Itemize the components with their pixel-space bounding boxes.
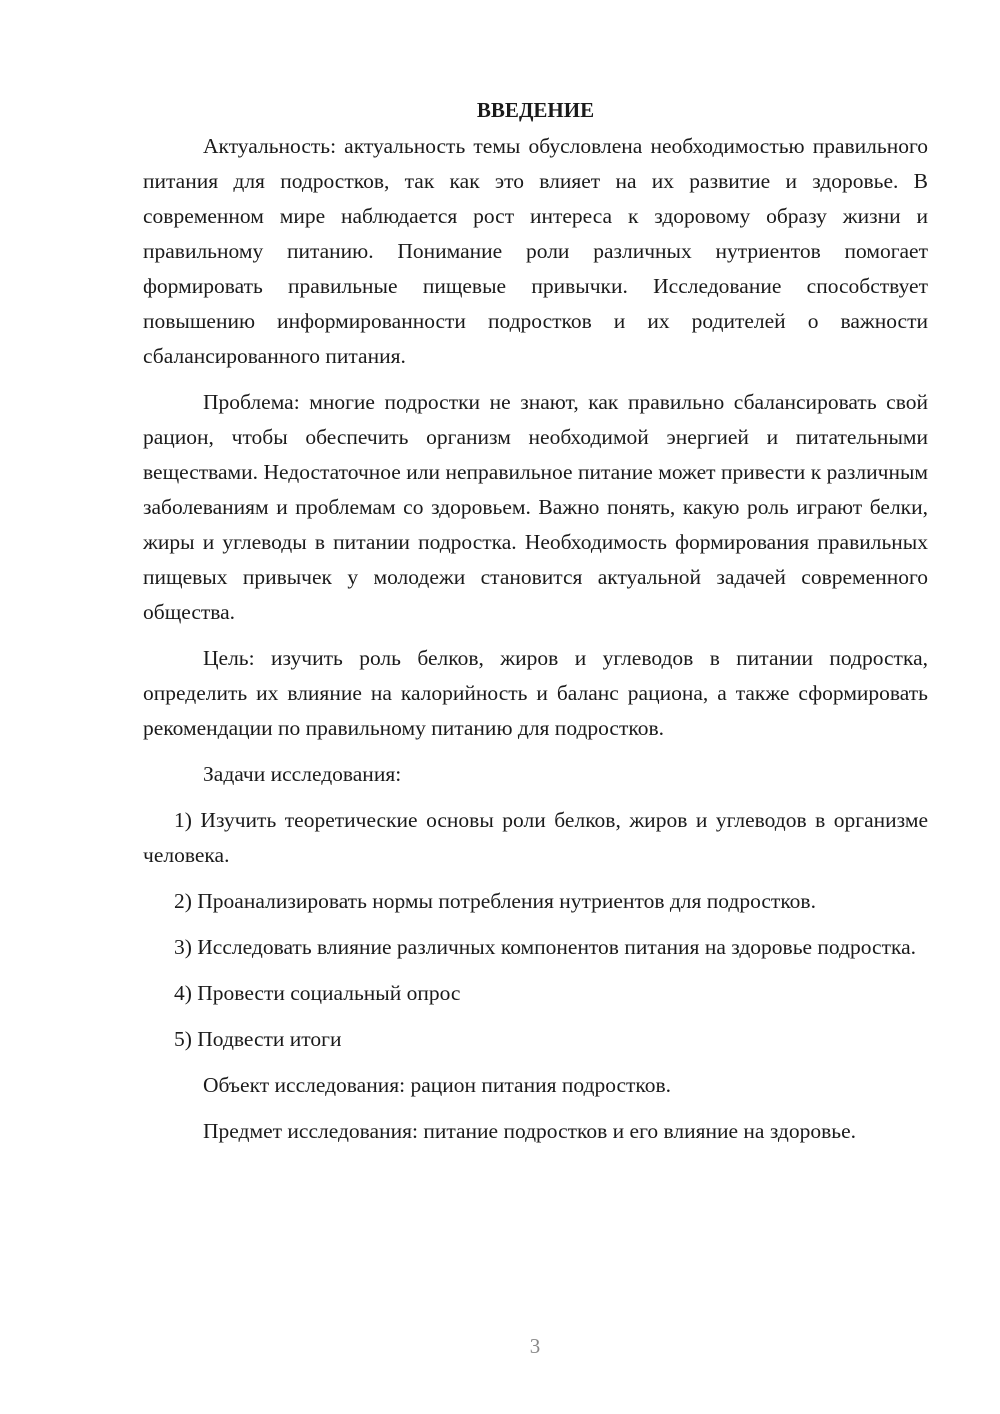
relevance-paragraph: Актуальность: актуальность темы обусловлена необходимостью правильного питания для подростков, так как это влияет на их развитие и здоровье. В современном мире наблюдается рост интереса к здоровому образу жизни и правильному питанию. Понимание роли различных нутриентов помогает формировать правильные пищевые привычки. Исследование способствует повышению информированности подростков и их родителей о важности сбалансированного питания.: [143, 134, 928, 368]
page-number: 3: [529, 1334, 541, 1358]
page-content: [143, 93, 928, 1160]
task-item-5: 5) Подвести итоги: [174, 1027, 342, 1051]
tasks-heading: Задачи исследования:: [203, 762, 402, 786]
task-item-4: 4) Провести социальный опрос: [174, 981, 461, 1005]
task-item-3: 3) Исследовать влияние различных компонентов питания на здоровье подростка.: [174, 935, 917, 959]
object-paragraph: Объект исследования: рацион питания подростков.: [203, 1073, 672, 1097]
goal-paragraph: Цель: изучить роль белков, жиров и углеводов в питании подростка, определить их влияние на калорийность и баланс рациона, а также сформировать рекомендации по правильному питанию для подростков.: [143, 646, 928, 740]
task-item-2: 2) Проанализировать нормы потребления нутриентов для подростков.: [174, 889, 816, 913]
task-item-1: 1) Изучить теоретические основы роли белков, жиров и углеводов в организме человека.: [143, 808, 928, 867]
subject-paragraph: Предмет исследования: питание подростков и его влияние на здоровье.: [203, 1119, 856, 1143]
problem-paragraph: Проблема: многие подростки не знают, как правильно сбалансировать свой рацион, чтобы обеспечить организм необходимой энергией и питательными веществами. Недостаточное или неправильное питание может привести к различным заболеваниям и проблемам со здоровьем. Важно понять, какую роль играют белки, жиры и углеводы в питании подростка. Необходимость формирования правильных пищевых привычек у молодежи становится актуальной задачей современного общества.: [143, 390, 928, 624]
section-title: ВВЕДЕНИЕ: [476, 98, 595, 122]
